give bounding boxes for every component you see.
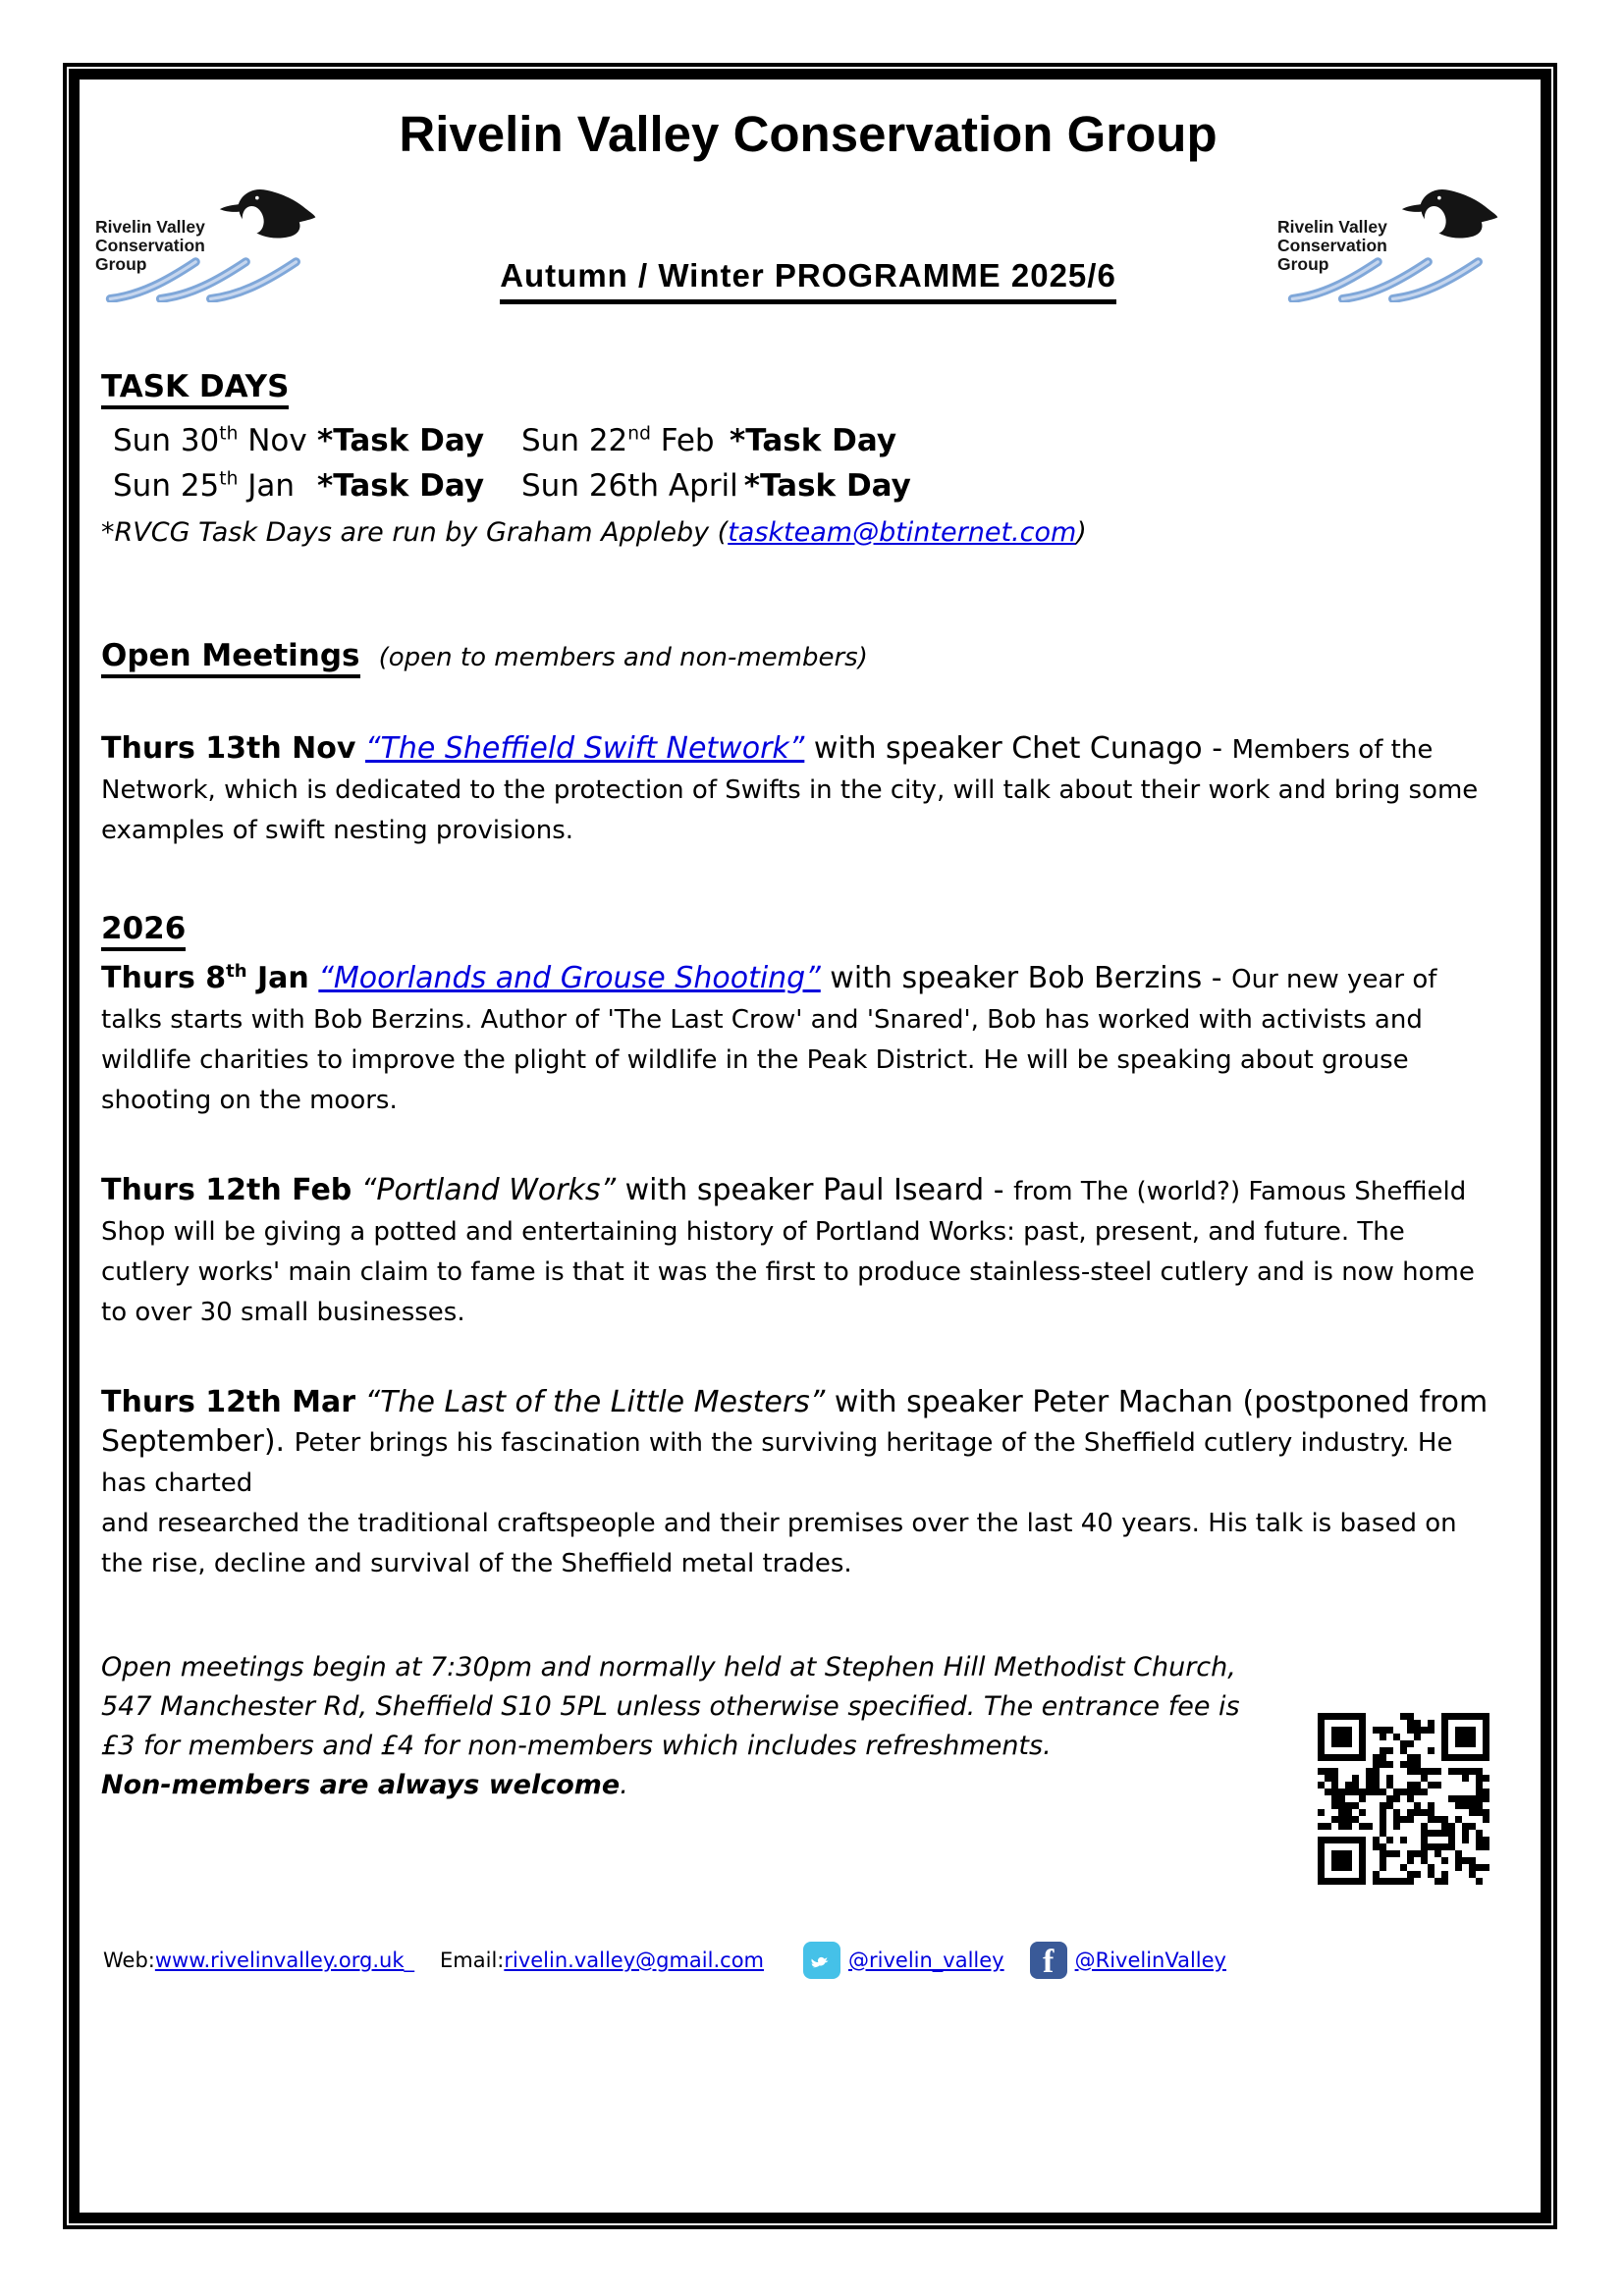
non-members-note: Non-members are always welcome xyxy=(101,1770,621,1800)
task-days-note: *RVCG Task Days are run by Graham Appleby (taskteam@btinternet.com) xyxy=(101,517,1087,548)
task-day-label: *Task Day xyxy=(743,468,911,504)
talk-feb: Thurs 12th Feb “Portland Works” with speaker Paul Iseard - from The (world?) Famous Sheffield Shop will be giving a potted and entertaining history of Portland Works: past, present, and future. The cutlery works' main claim to fame is that it was the first to produce stainless-steel cutlery and is now home to over 30 small businesses. xyxy=(101,1173,1475,1327)
twitter-handle-link[interactable]: @rivelin_valley xyxy=(848,1949,1004,1972)
taskteam-email-link[interactable]: taskteam@btinternet.com xyxy=(728,517,1077,548)
talk-title-link[interactable]: “The Sheffield Swift Network” xyxy=(365,731,805,766)
talk-date: Thurs 8th Jan xyxy=(101,961,309,995)
talk-title-link[interactable]: “Moorlands and Grouse Shooting” xyxy=(318,961,821,995)
talk-title: “Portland Works” xyxy=(360,1173,617,1207)
venue-row xyxy=(101,1648,1497,1885)
facebook-icon[interactable]: f xyxy=(1030,1942,1067,1979)
task-date: Sun 25th Jan xyxy=(113,468,295,504)
rvcg-logo-right xyxy=(1277,187,1521,302)
qr-code xyxy=(1318,1713,1489,1885)
page-title: Rivelin Valley Conservation Group xyxy=(399,106,1218,162)
year-section xyxy=(101,911,1497,951)
programme-subtitle: Autumn / Winter PROGRAMME 2025/6 xyxy=(500,257,1116,304)
page-border-inner xyxy=(69,69,1551,2223)
waves-icon xyxy=(95,251,335,302)
page-border-outer xyxy=(63,63,1557,2229)
talk-jan: Thurs 8th Jan “Moorlands and Grouse Shooting” with speaker Bob Berzins - Our new year of talks starts with Bob Berzins. Author of 'The Last Crow' and 'Snared', Bob has worked with activists and wildlife charities to improve the plight of wildlife in the Peak District. He will be speaking about grouse shooting on the moors. xyxy=(101,961,1437,1115)
logo-row xyxy=(89,187,1527,302)
task-day-row xyxy=(113,468,1497,504)
venue-info: Open meetings begin at 7:30pm and normally held at Stephen Hill Methodist Church, 547 Manchester Rd, Sheffield S10 5PL unless otherwise specified. The entrance fee is £3 for members and £4 for non-members which includes refreshments. Non-members are always welcome. xyxy=(101,1652,1240,1800)
talk-title: “The Last of the Little Mesters” xyxy=(364,1385,826,1419)
website-link[interactable]: www.rivelinvalley.org.uk xyxy=(154,1949,405,1972)
facebook-handle-link[interactable]: @RivelinValley xyxy=(1074,1949,1226,1972)
rvcg-logo-left xyxy=(95,187,339,302)
link-tail: _ xyxy=(404,1949,415,1972)
task-date: Sun 30th Nov xyxy=(113,423,307,458)
open-meetings-subnote: (open to members and non-members) xyxy=(378,643,868,672)
task-day-label: *Task Day xyxy=(317,468,485,504)
footer xyxy=(101,1942,1497,1979)
talk-description: Peter brings his fascination with the surviving heritage of the Sheffield cutlery industry. He has charted xyxy=(101,1428,1453,1498)
talk-nov: Thurs 13th Nov “The Sheffield Swift Network” with speaker Chet Cunago - Members of the Network, which is dedicated to the protection of Swifts in the city, will talk about their work and bring some examples of swift nesting provisions. xyxy=(101,731,1479,845)
task-day-label: *Task Day xyxy=(730,423,897,458)
twitter-icon[interactable] xyxy=(803,1942,840,1979)
talk-mar: Thurs 12th Mar “The Last of the Little Mesters” with speaker Peter Machan (postponed from September). Peter brings his fascination with the surviving heritage of the Sheffield cutlery industry. He has charted and researched the traditional craftspeople and their premises over the last 40 years. His talk is based on the rise, decline and survival of the Sheffield metal trades. xyxy=(101,1385,1489,1578)
task-days-heading: TASK DAYS xyxy=(101,369,289,409)
waves-icon xyxy=(1277,251,1517,302)
email-link[interactable]: rivelin.valley@gmail.com xyxy=(504,1949,764,1972)
task-day-row xyxy=(113,423,1497,458)
web-label: Web: xyxy=(103,1949,155,1972)
open-meetings-section xyxy=(101,638,1497,678)
talk-description: Our new year of talks starts with Bob Berzins. Author of 'The Last Crow' and 'Snared', Bob has worked with activists and wildlife charities to improve the plight of wildlife in the Peak District. He will be speaking about grouse shooting on the moors. xyxy=(101,965,1437,1115)
task-date: Sun 26th April xyxy=(521,468,738,504)
open-meetings-heading: Open Meetings xyxy=(101,638,360,678)
talk-date: Thurs 13th Nov xyxy=(101,731,356,766)
task-days-table xyxy=(101,423,1497,504)
email-label: Email: xyxy=(440,1949,505,1972)
programme-subtitle-wrap xyxy=(500,257,1116,294)
talk-date: Thurs 12th Feb xyxy=(101,1173,352,1207)
talk-date: Thurs 12th Mar xyxy=(101,1385,356,1419)
talk-description: from The (world?) Famous Sheffield Shop will be giving a potted and entertaining history of Portland Works: past, present, and future. The cutlery works' main claim to fame is that it was the first to produce stainless-steel cutlery and is now home to over 30 small businesses. xyxy=(101,1177,1475,1327)
dipper-bird-icon xyxy=(203,187,333,261)
logo-text: Rivelin Valley Conservation Group xyxy=(1277,217,1387,274)
task-days-section xyxy=(101,369,1497,548)
task-day-label: *Task Day xyxy=(317,423,485,458)
logo-text: Rivelin Valley Conservation Group xyxy=(95,217,205,274)
talk-description: and researched the traditional craftspeople and their premises over the last 40 years. His talk is based on the rise, decline and survival of the Sheffield metal trades. xyxy=(101,1509,1457,1578)
task-date: Sun 22nd Feb xyxy=(521,423,715,458)
year-heading: 2026 xyxy=(101,911,186,951)
dipper-bird-icon xyxy=(1385,187,1515,261)
talk-description: Members of the Network, which is dedicated to the protection of Swifts in the city, will talk about their work and bring some examples of swift nesting provisions. xyxy=(101,735,1479,845)
